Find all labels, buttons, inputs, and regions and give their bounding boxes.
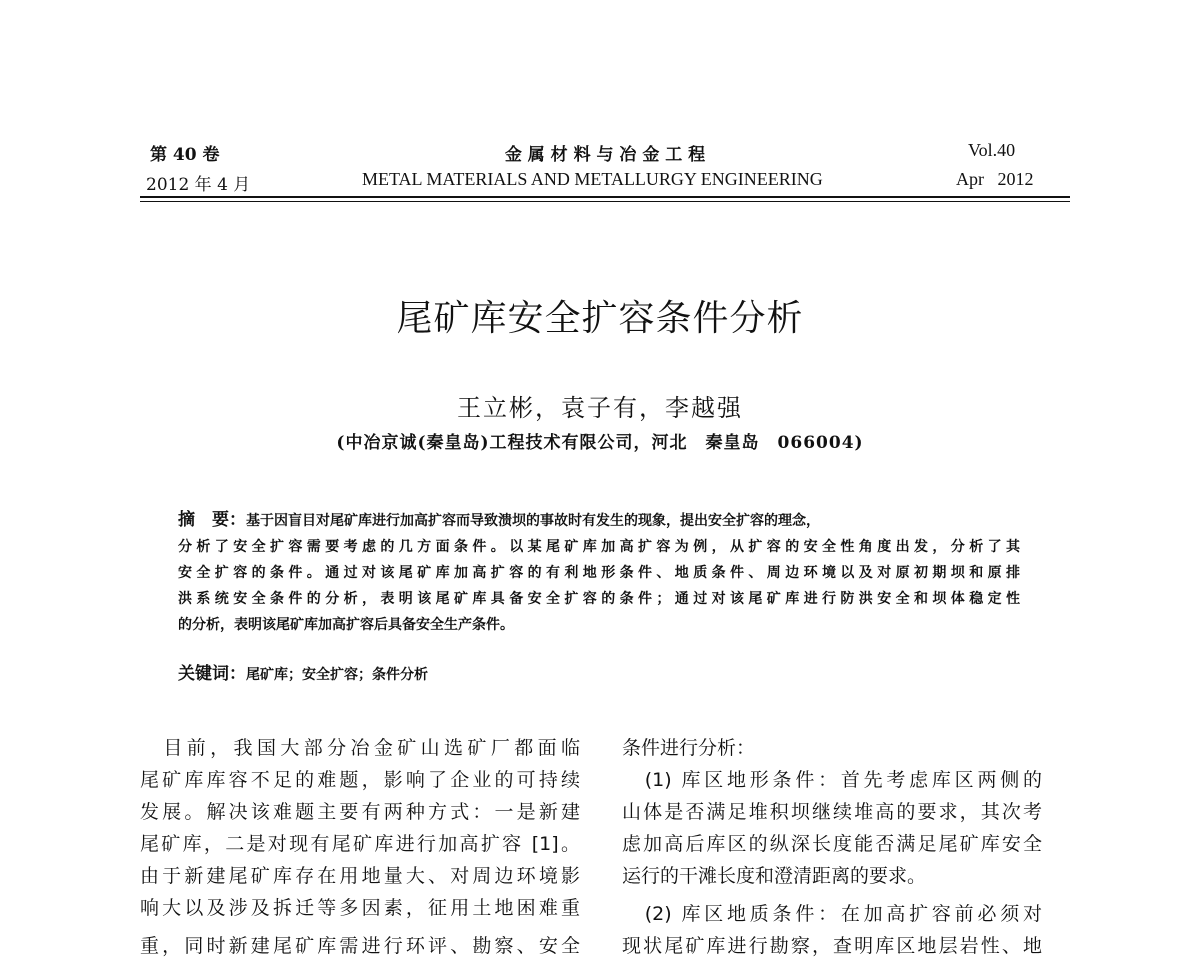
header-rule-thick [140, 196, 1070, 198]
body-right-line: 运行的干滩长度和澄清距离的要求。 [622, 865, 927, 887]
abstract-line: 分析了安全扩容需要考虑的几方面条件。以某尾矿库加高扩容为例，从扩容的安全性角度出发，分析了其 [178, 539, 1020, 555]
abstract-line: 的分析，表明该尾矿库加高扩容后具备安全生产条件。 [178, 617, 514, 633]
header-rule-thin [140, 201, 1070, 202]
body-right-line: 山体是否满足堆积坝继续堆高的要求，其次考 [622, 801, 1042, 823]
body-left-line: 尾矿库库容不足的难题，影响了企业的可持续 [140, 769, 580, 791]
keywords-label: 关键词： [178, 664, 246, 684]
paper-title: 尾矿库安全扩容条件分析 [396, 298, 804, 339]
body-right-line: 虑加高后库区的纵深长度能否满足尾矿库安全 [622, 833, 1042, 855]
body-right-line: 条件进行分析： [622, 737, 756, 759]
body-right-line: (2) 库区地质条件：在加高扩容前必须对 [622, 903, 1042, 925]
affiliation: (中冶京诚(秦皇岛)工程技术有限公司，河北 秦皇岛 066004) [336, 433, 864, 453]
date-en: Apr 2012 [956, 169, 1034, 189]
body-left-line: 由于新建尾矿库存在用地量大、对周边环境影 [140, 865, 580, 887]
body-left-line: 响大以及涉及拆迁等多因素，征用土地困难重 [140, 897, 580, 919]
body-right-line: 现状尾矿库进行勘察，查明库区地层岩性、地 [622, 935, 1042, 957]
body-right-line: (1) 库区地形条件：首先考虑库区两侧的 [622, 769, 1042, 791]
body-left-line: 目前，我国大部分冶金矿山选矿厂都面临 [140, 737, 580, 759]
journal-en: METAL MATERIALS AND METALLURGY ENGINEERING [362, 169, 823, 189]
keywords-line: 关键词：尾矿库；安全扩容；条件分析 [178, 664, 428, 684]
volume-cn: 第 40 卷 [150, 145, 220, 165]
abstract-label: 摘 要： [178, 510, 246, 530]
authors: 王立彬，袁子有，李越强 [457, 394, 743, 422]
journal-cn: 金 属 材 料 与 冶 金 工 程 [504, 145, 706, 165]
abstract-line: 洪系统安全条件的分析，表明该尾矿库具备安全扩容的条件；通过对该尾矿库进行防洪安全和坝体稳定性 [178, 591, 1020, 607]
body-left-line: 尾矿库，二是对现有尾矿库进行加高扩容 [1]。 [140, 833, 580, 855]
abstract-line: 摘 要：基于因盲目对尾矿库进行加高扩容而导致溃坝的事故时有发生的现象，提出安全扩容的理念， [178, 510, 820, 530]
body-left-line: 发展。解决该难题主要有两种方式：一是新建 [140, 801, 580, 823]
date-cn: 2012 年 4 月 [146, 175, 251, 195]
abstract-line: 安全扩容的条件。通过对该尾矿库加高扩容的有利地形条件、地质条件、周边环境以及对原初期坝和原排 [178, 565, 1020, 581]
volume-en: Vol.40 [968, 140, 1016, 160]
body-left-line: 重，同时新建尾矿库需进行环评、勘察、安全 [140, 935, 580, 957]
